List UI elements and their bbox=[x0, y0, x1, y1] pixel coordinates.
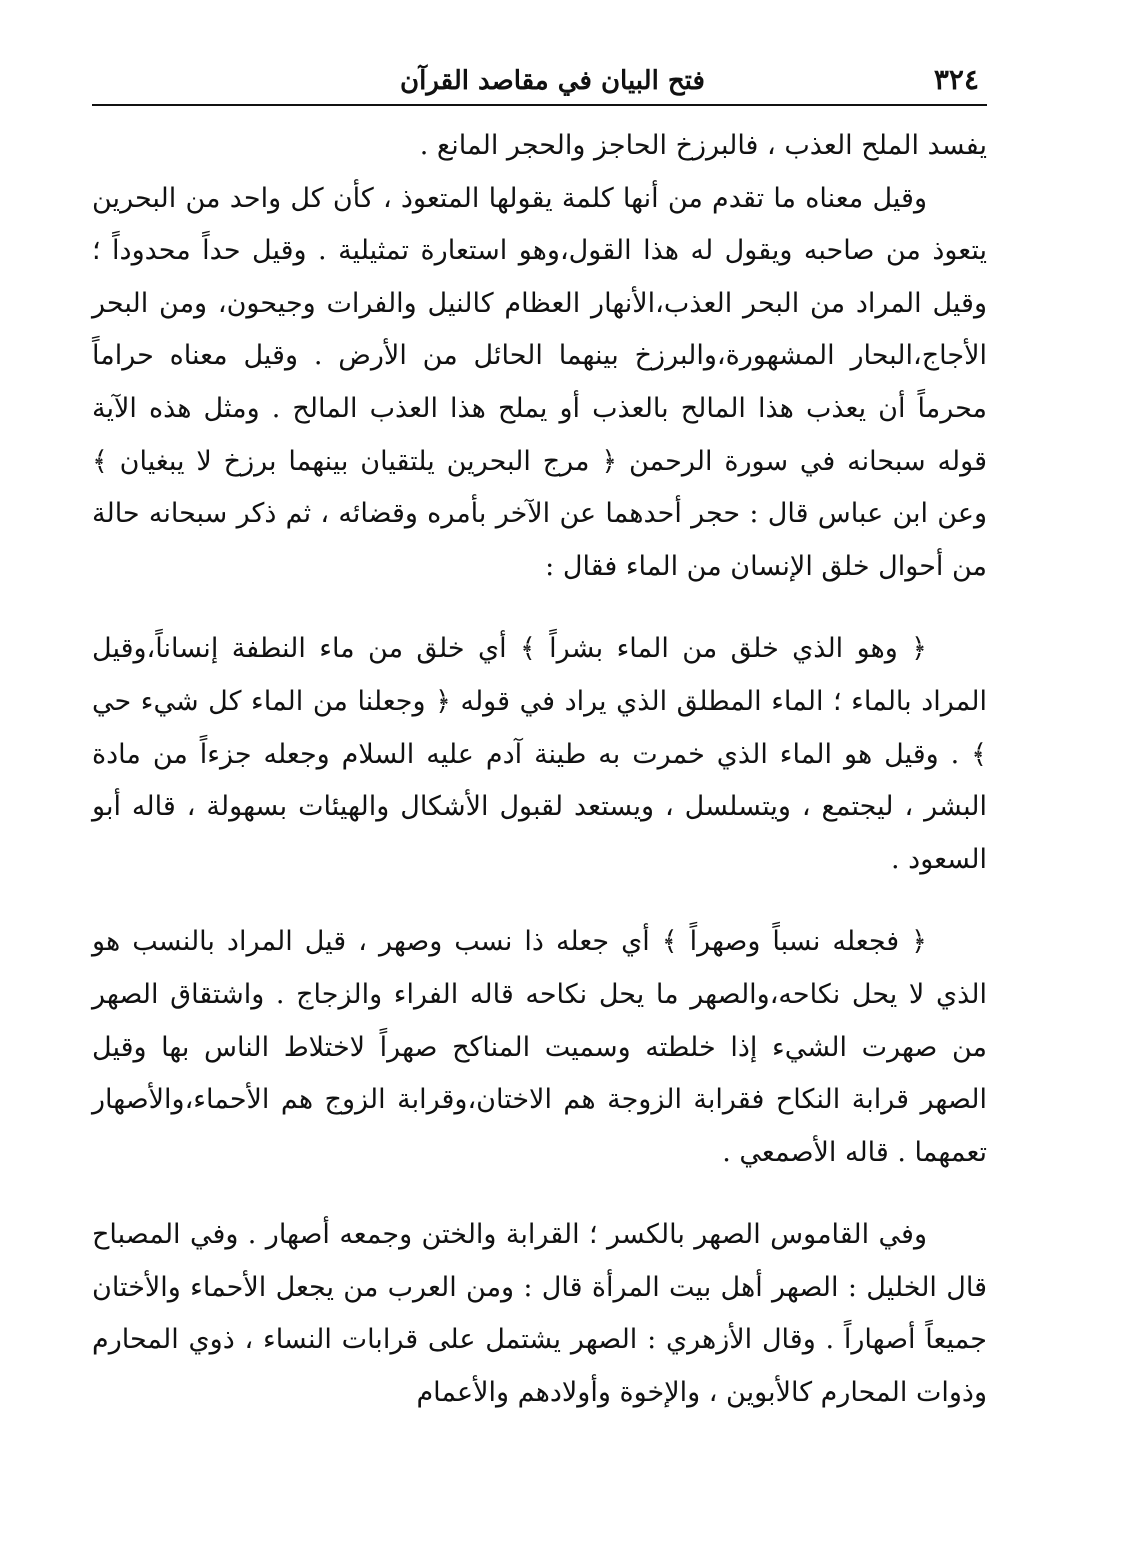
running-header bbox=[92, 52, 987, 96]
page-number: ٣٢٤ bbox=[933, 63, 979, 96]
paragraph-gap bbox=[92, 886, 987, 916]
paragraph-gap bbox=[92, 593, 987, 623]
book-title: فتح البيان في مقاصد القرآن bbox=[400, 66, 705, 96]
paragraph-barzakh: وقيل معناه ما تقدم من أنها كلمة يقولها المتعوذ ، كأن كل واحد من البحرين يتعوذ من صاحبه ويقول له هذا القول،وهو استعارة تمثيلية . وقيل حداً محدوداً ؛وقيل المراد من البحر العذب،الأنهار العظام كالنيل والفرات وجيحون، ومن البحر الأجاج،البحار المشهورة،والبرزخ بينهما الحائل من الأرض . وقيل معناه حراماً محرماً أن يعذب هذا المالح بالعذب أو يملح هذا العذب المالح . ومثل هذه الآية قوله سبحانه في سورة الرحمن ﴿ مرج البحرين يلتقيان بينهما برزخ لا يبغيان ﴾ وعن ابن عباس قال : حجر أحدهما عن الآخر بأمره وقضائه ، ثم ذكر سبحانه حالة من أحوال خلق الإنسان من الماء فقال : bbox=[92, 182, 987, 582]
paragraph-qamus: وفي القاموس الصهر بالكسر ؛ القرابة والختن وجمعه أصهار . وفي المصباح قال الخليل : الصهر أهل بيت المرأة قال : ومن العرب من يجعل الأحماء والأختان جميعاً أصهاراً . وقال الأزهري : الصهر يشتمل على قرابات النساء ، ذوي المحارم وذوات المحارم كالأبوين ، والإخوة وأولادهم والأعمام bbox=[92, 1219, 987, 1409]
paragraph-nasab-sihr: ﴿ فجعله نسباً وصهراً ﴾ أي جعله ذا نسب وصهر ، قيل المراد بالنسب هو الذي لا يحل نكاحه،والصهر ما يحل نكاحه قاله الفراء والزجاج . واشتقاق الصهر من صهرت الشيء إذا خلطته وسميت المناكح صهراً لاختلاط الناس بها وقيل الصهر قرابة النكاح فقرابة الزوجة هم الاختان،وقرابة الزوج هم الأحماء،والأصهار تعمهما . قاله الأصمعي . bbox=[92, 926, 987, 1168]
paragraph-gap bbox=[92, 1179, 987, 1209]
book-page bbox=[92, 52, 987, 1532]
paragraph-continued: يفسد الملح العذب ، فالبرزخ الحاجز والحجر المانع . bbox=[419, 130, 987, 161]
header-rule bbox=[92, 104, 987, 106]
body-text bbox=[92, 120, 987, 1420]
paragraph-creation-from-water: ﴿ وهو الذي خلق من الماء بشراً ﴾ أي خلق من ماء النطفة إنساناً،وقيل المراد بالماء ؛ الماء المطلق الذي يراد في قوله ﴿ وجعلنا من الماء كل شيء حي ﴾ . وقيل هو الماء الذي خمرت به طينة آدم عليه السلام وجعله جزءاً من مادة البشر ، ليجتمع ، ويتسلسل ، ويستعد لقبول الأشكال والهيئات بسهولة ، قاله أبو السعود . bbox=[92, 633, 987, 875]
